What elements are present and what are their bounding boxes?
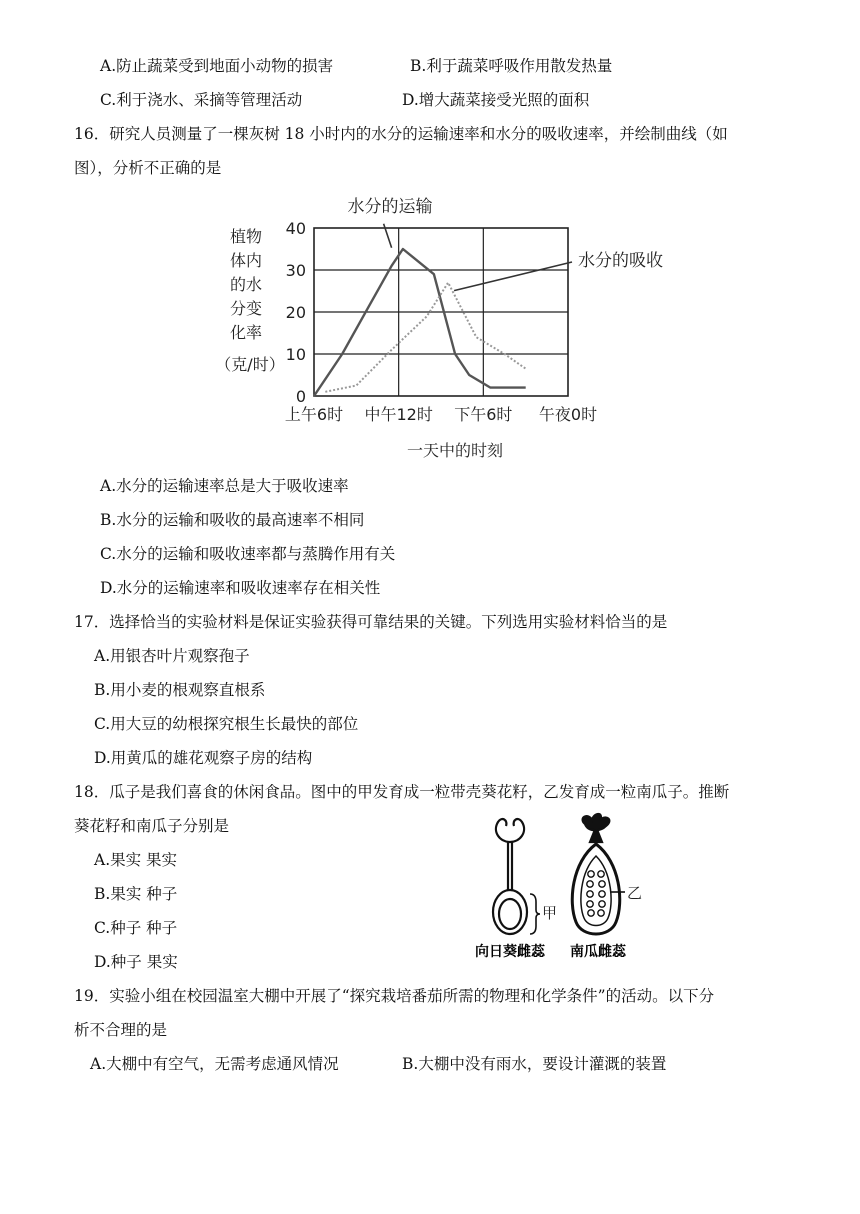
y-axis-label (215, 227, 284, 374)
q19-option-b: B.大棚中没有雨水，要设计灌溉的装置 (402, 1055, 667, 1073)
q17-option-c: C.用大豆的幼根探究根生长最快的部位 (94, 715, 359, 733)
x-tick-label: 上午6时 (284, 405, 344, 424)
caption-pumpkin-pistil: 南瓜雌蕊 (570, 944, 626, 960)
y-label-line-0: 植物 (229, 227, 263, 246)
q15-option-a: A.防止蔬菜受到地面小动物的损害 (100, 57, 334, 75)
sunflower-pistil-drawing (493, 819, 527, 934)
series-line-1 (325, 283, 525, 392)
caption-sunflower-pistil: 向日葵雌蕊 (475, 944, 545, 960)
q18-option-c: C.种子 种子 (94, 919, 178, 937)
label-jia: 甲 (542, 904, 558, 922)
label-yi: 乙 (627, 884, 643, 902)
x-axis-label: 一天中的时刻 (406, 441, 504, 460)
y-label-line-4: 化率 (229, 323, 263, 342)
x-tick-label: 中午12时 (364, 405, 433, 424)
q17-option-a: A.用银杏叶片观察孢子 (94, 647, 250, 665)
x-tick-label: 下午6时 (454, 405, 513, 424)
series-label-transport: 水分的运输 (347, 197, 433, 217)
pumpkin-ovules (587, 871, 605, 916)
y-tick-label: 0 (295, 387, 306, 406)
absorption-leader-line (454, 262, 572, 291)
q15-option-c: C.利于浇水、采摘等管理活动 (100, 91, 303, 109)
q18-option-b: B.果实 种子 (94, 885, 178, 903)
q17-option-d: D.用黄瓜的雄花观察子房的结构 (94, 749, 313, 767)
q15-option-b: B.利于蔬菜呼吸作用散发热量 (410, 57, 613, 75)
q17-stem: 17．选择恰当的实验材料是保证实验获得可靠结果的关键。下列选用实验材料恰当的是 (74, 613, 668, 631)
q18-stem-line1: 18．瓜子是我们喜食的休闲食品。图中的甲发育成一粒带壳葵花籽，乙发育成一粒南瓜子。推断 (74, 783, 730, 801)
y-tick-label: 40 (285, 219, 306, 238)
pumpkin-pistil-drawing (572, 814, 619, 934)
y-label-line-5: （克/时） (215, 355, 285, 374)
chart-grid (314, 228, 568, 396)
q16-option-b: B.水分的运输和吸收的最高速率不相同 (100, 511, 365, 529)
chart-annotations (348, 197, 664, 291)
y-tick-label: 20 (285, 303, 306, 322)
q18-option-a: A.果实 果实 (94, 851, 178, 869)
q17-option-b: B.用小麦的根观察直根系 (94, 681, 266, 699)
series-label-absorption: 水分的吸收 (578, 251, 663, 271)
q16-stem-line2: 图），分析不正确的是 (74, 159, 222, 177)
q16-option-a: A.水分的运输速率总是大于吸收速率 (100, 477, 349, 495)
y-tick-label: 10 (285, 345, 306, 364)
q18-option-d: D.种子 果实 (94, 953, 178, 971)
y-tick-label: 30 (285, 261, 306, 280)
y-label-line-2: 的水 (229, 275, 263, 294)
q19-stem-line2: 析不合理的是 (74, 1021, 168, 1039)
water-rate-chart (200, 190, 663, 465)
y-label-line-1: 体内 (229, 251, 263, 270)
q18-stem-line2: 葵花籽和南瓜子分别是 (74, 817, 230, 835)
chart-series (314, 249, 526, 396)
q16-stem-line1: 16．研究人员测量了一棵灰树 18 小时内的水分的运输速率和水分的吸收速率，并绘制曲线（如 (74, 125, 728, 143)
pistil-figure (470, 812, 670, 962)
q15-option-d: D.增大蔬菜接受光照的面积 (402, 91, 590, 109)
x-axis-ticks (285, 405, 597, 424)
y-axis-ticks (286, 219, 306, 406)
q19-stem-line1: 19．实验小组在校园温室大棚中开展了“探究栽培番茄所需的物理和化学条件”的活动。以下分 (74, 987, 715, 1005)
q16-option-d: D.水分的运输速率和吸收速率存在相关性 (100, 579, 381, 597)
brace-jia (530, 894, 540, 934)
x-tick-label: 午夜0时 (538, 405, 598, 424)
q16-option-c: C.水分的运输和吸收速率都与蒸腾作用有关 (100, 545, 396, 563)
q19-option-a: A.大棚中有空气，无需考虑通风情况 (90, 1055, 339, 1073)
y-label-line-3: 分变 (229, 299, 263, 318)
